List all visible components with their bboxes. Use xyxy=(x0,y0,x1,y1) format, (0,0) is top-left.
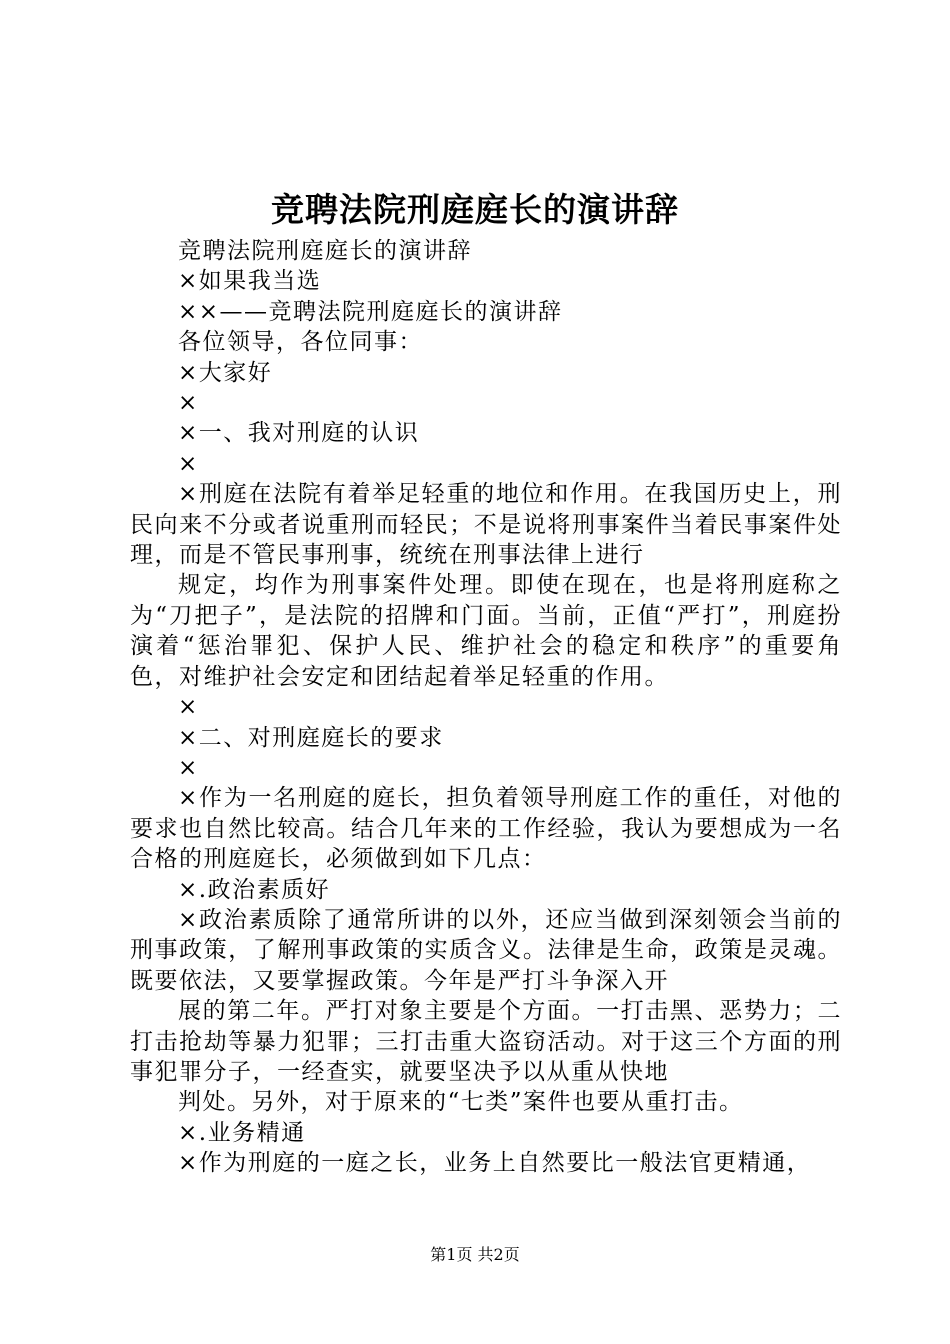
section-heading: ×一、我对刑庭的认识 xyxy=(178,420,420,447)
subsection-heading: ×.政治素质好 xyxy=(178,876,331,903)
paragraph: 展的第二年。严打对象主要是个方面。一打击黑、恶势力；二打击抢劫等暴力犯罪；三打击重大盗窃活动。对于这三个方面的刑事犯罪分子，一经查实，就要坚决予以从重从快地 xyxy=(130,998,842,1085)
document-title: 竞聘法院刑庭庭长的演讲辞 xyxy=(271,190,679,229)
subsection-heading: ×.业务精通 xyxy=(178,1119,306,1146)
document-body xyxy=(130,236,842,1179)
paragraph: × xyxy=(178,450,199,477)
paragraph: ×政治素质除了通常所讲的以外，还应当做到深刻领会当前的刑事政策，了解刑事政策的实质含义。法律是生命，政策是灵魂。既要依法，又要掌握政策。今年是严打斗争深入开 xyxy=(130,906,842,994)
paragraph: × xyxy=(178,694,199,721)
paragraph: 规定，均作为刑事案件处理。即使在现在，也是将刑庭称之为“刀把子”，是法院的招牌和门面。当前，正值“严打”，刑庭扮演着“惩治罪犯、保护人民、维护社会的稳定和秩序”的重要角色，对维护社会安定和团结起着举足轻重的作用。 xyxy=(130,572,842,690)
paragraph: ×作为一名刑庭的庭长，担负着领导刑庭工作的重任，对他的要求也自然比较高。结合几年来的工作经验，我认为要想成为一名合格的刑庭庭长，必须做到如下几点： xyxy=(130,785,842,873)
paragraph: ××——竞聘法院刑庭庭长的演讲辞 xyxy=(178,298,563,325)
paragraph: ×大家好 xyxy=(178,359,273,386)
section-heading: ×二、对刑庭庭长的要求 xyxy=(178,724,444,751)
paragraph: 各位领导，各位同事： xyxy=(178,329,423,356)
paragraph: × xyxy=(178,754,199,781)
paragraph: 竞聘法院刑庭庭长的演讲辞 xyxy=(178,238,472,264)
paragraph: ×刑庭在法院有着举足轻重的地位和作用。在我国历史上，刑民向来不分或者说重刑而轻民；不是说将刑事案件当着民事案件处理，而是不管民事刑事，统统在刑事法律上进行 xyxy=(130,481,842,569)
paragraph: 判处。另外，对于原来的“七类”案件也要从重打击。 xyxy=(178,1089,744,1116)
paragraph: ×如果我当选 xyxy=(178,268,322,295)
page-footer: 第1页 共2页 xyxy=(430,1245,520,1264)
paragraph: ×作为刑庭的一庭之长，业务上自然要比一般法官更精通， xyxy=(178,1150,812,1177)
paragraph: × xyxy=(178,390,199,417)
